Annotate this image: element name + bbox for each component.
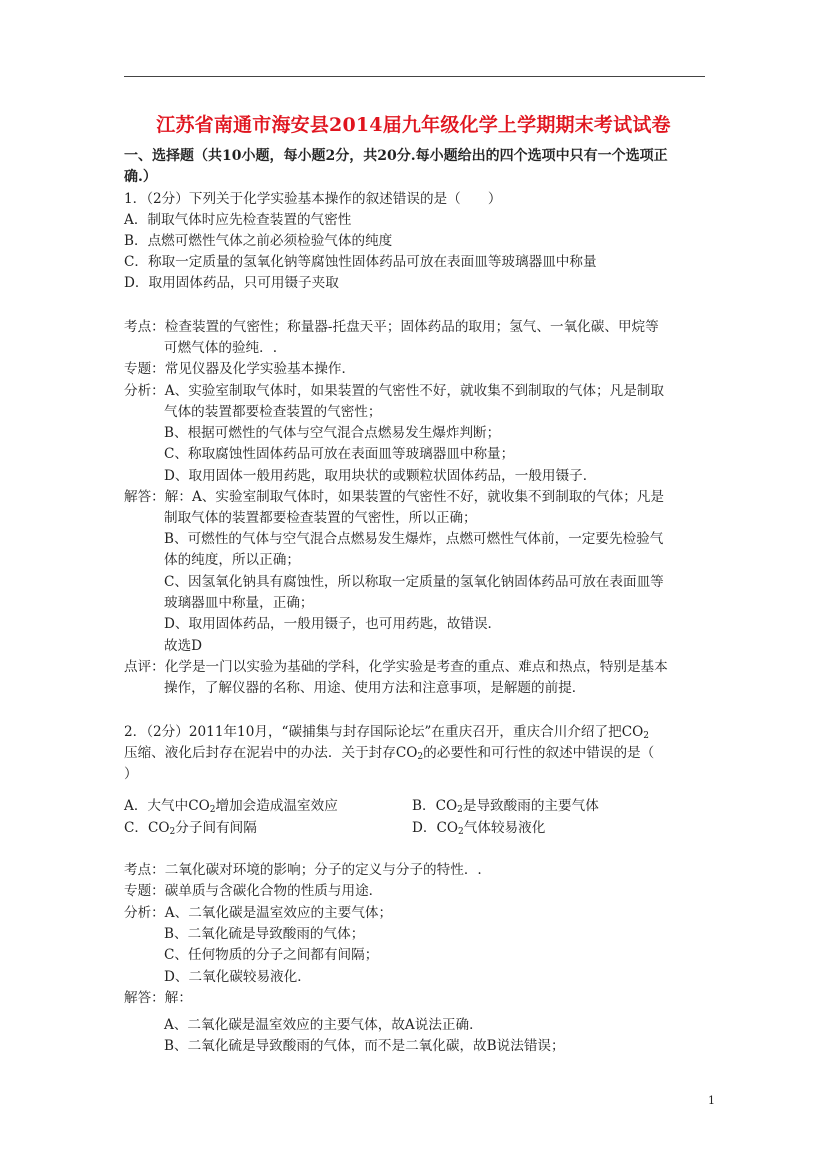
q1-jieda-c-cont: 玻璃器皿中称量，正确； xyxy=(164,595,314,611)
page-title: 江苏省南通市海安县2014届九年级化学上学期期末考试试卷 xyxy=(156,114,671,136)
q1-kaodian-cont: 可燃气体的验纯．. xyxy=(164,340,278,356)
subscript: 2 xyxy=(457,805,463,815)
q2-stem-cont: 压缩、液化后封存在泥岩中的办法．关于封存$CO_2$的必要性和可行性的叙述中错误的是（ xyxy=(124,745,655,762)
page-number: 1 xyxy=(708,1094,715,1107)
q1-fenxi-cont: 气体的装置都要检查装置的气密性； xyxy=(164,404,382,420)
q1-dianping: 点评：化学是一门以实验为基础的学科，化学实验是考查的重点、难点和热点，特别是基本 xyxy=(124,659,668,675)
q2-jieda-a: A、二氧化碳是温室效应的主要气体，故A说法正确． xyxy=(164,1017,483,1033)
subscript: 2 xyxy=(209,805,216,815)
q1-zhuanti: 专题：常见仪器及化学实验基本操作． xyxy=(124,361,356,377)
q1-option-d: D．取用固体药品，只可用镊子夹取 xyxy=(124,275,339,291)
q2-jieda-b: B、二氧化硫是导致酸雨的气体，而不是二氧化碳，故B说法错误； xyxy=(164,1038,565,1054)
section-heading-cont: 确.） xyxy=(124,169,157,185)
q1-option-b: B．点燃可燃性气体之前必须检验气体的纯度 xyxy=(124,233,393,249)
q1-dianping-cont: 操作，了解仪器的名称、用途、使用方法和注意事项，是解题的前提． xyxy=(164,680,586,696)
q1-jieda-b-cont: 体的纯度，所以正确； xyxy=(164,552,300,568)
section-heading: 一、选择题（共10小题，每小题2分，共20分.每小题给出的四个选项中只有一个选项正 xyxy=(124,148,668,164)
q1-fenxi-d: D、取用固体一般用药匙，取用块状的或颗粒状固体药品，一般用镊子． xyxy=(164,468,597,484)
subscript: 2 xyxy=(417,752,424,762)
q1-kaodian: 考点：检查装置的气密性；称量器-托盘天平；固体药品的取用；氢气、一氧化碳、甲烷等 xyxy=(124,319,659,335)
header-rule xyxy=(124,76,705,77)
subscript: 2 xyxy=(169,827,176,837)
subscript: 2 xyxy=(458,827,464,837)
q2-jieda: 解答：解： xyxy=(124,990,192,1006)
q2-kaodian: 考点：二氧化碳对环境的影响；分子的定义与分子的特性．. xyxy=(124,862,482,878)
q1-jieda-c: C、因氢氧化钠具有腐蚀性，所以称取一定质量的氢氧化钠固体药品可放在表面皿等 xyxy=(164,574,664,590)
q1-jieda: 解答：解：A、实验室制取气体时，如果装置的气密性不好，就收集不到制取的气体；凡是 xyxy=(124,489,664,505)
q2-fenxi-c: C、任何物质的分子之间都有间隔； xyxy=(164,947,379,963)
q2-fenxi: 分析：A、二氧化碳是温室效应的主要气体； xyxy=(124,905,393,921)
q1-jieda-cont: 制取气体的装置都要检查装置的气密性，所以正确； xyxy=(164,510,477,526)
subscript: 2 xyxy=(643,731,649,741)
q2-fenxi-b: B、二氧化硫是导致酸雨的气体； xyxy=(164,926,365,942)
q2-option-a: A．大气中$CO_2$增加会造成温室效应 xyxy=(124,798,338,815)
q2-fenxi-d: D、二氧化碳较易液化． xyxy=(164,969,311,985)
q1-stem: 1．（2分）下列关于化学实验基本操作的叙述错误的是（ ） xyxy=(124,191,502,207)
q2-zhuanti: 专题：碳单质与含碳化合物的性质与用途． xyxy=(124,883,383,899)
q2-stem: 2．（2分）2011年10月，“碳捕集与封存国际论坛”在重庆召开，重庆合川介绍了把$CO_2$ xyxy=(124,724,649,741)
q1-answer: 故选D xyxy=(164,638,203,654)
q2-stem-end: ） xyxy=(124,766,138,782)
q1-fenxi-c: C、称取腐蚀性固体药品可放在表面皿等玻璃器皿中称量； xyxy=(164,446,515,462)
q1-fenxi: 分析：A、实验室制取气体时，如果装置的气密性不好，就收集不到制取的气体；凡是制取 xyxy=(124,383,664,399)
q1-jieda-d: D、取用固体药品，一般用镊子，也可用药匙，故错误． xyxy=(164,616,502,632)
q1-jieda-b: B、可燃性的气体与空气混合点燃易发生爆炸，点燃可燃性气体前，一定要先检验气 xyxy=(164,531,664,547)
q1-option-a: A．制取气体时应先检查装置的气密性 xyxy=(124,212,352,228)
q2-option-b: B．$CO_2$是导致酸雨的主要气体 xyxy=(412,798,599,815)
q1-fenxi-b: B、根据可燃性的气体与空气混合点燃易发生爆炸判断； xyxy=(164,425,501,441)
q1-option-c: C．称取一定质量的氢氧化钠等腐蚀性固体药品可放在表面皿等玻璃器皿中称量 xyxy=(124,254,597,270)
q2-option-c: C．$CO_2$分子间有间隔 xyxy=(124,820,257,837)
q2-option-d: D．$CO_2$气体较易液化 xyxy=(412,820,546,837)
